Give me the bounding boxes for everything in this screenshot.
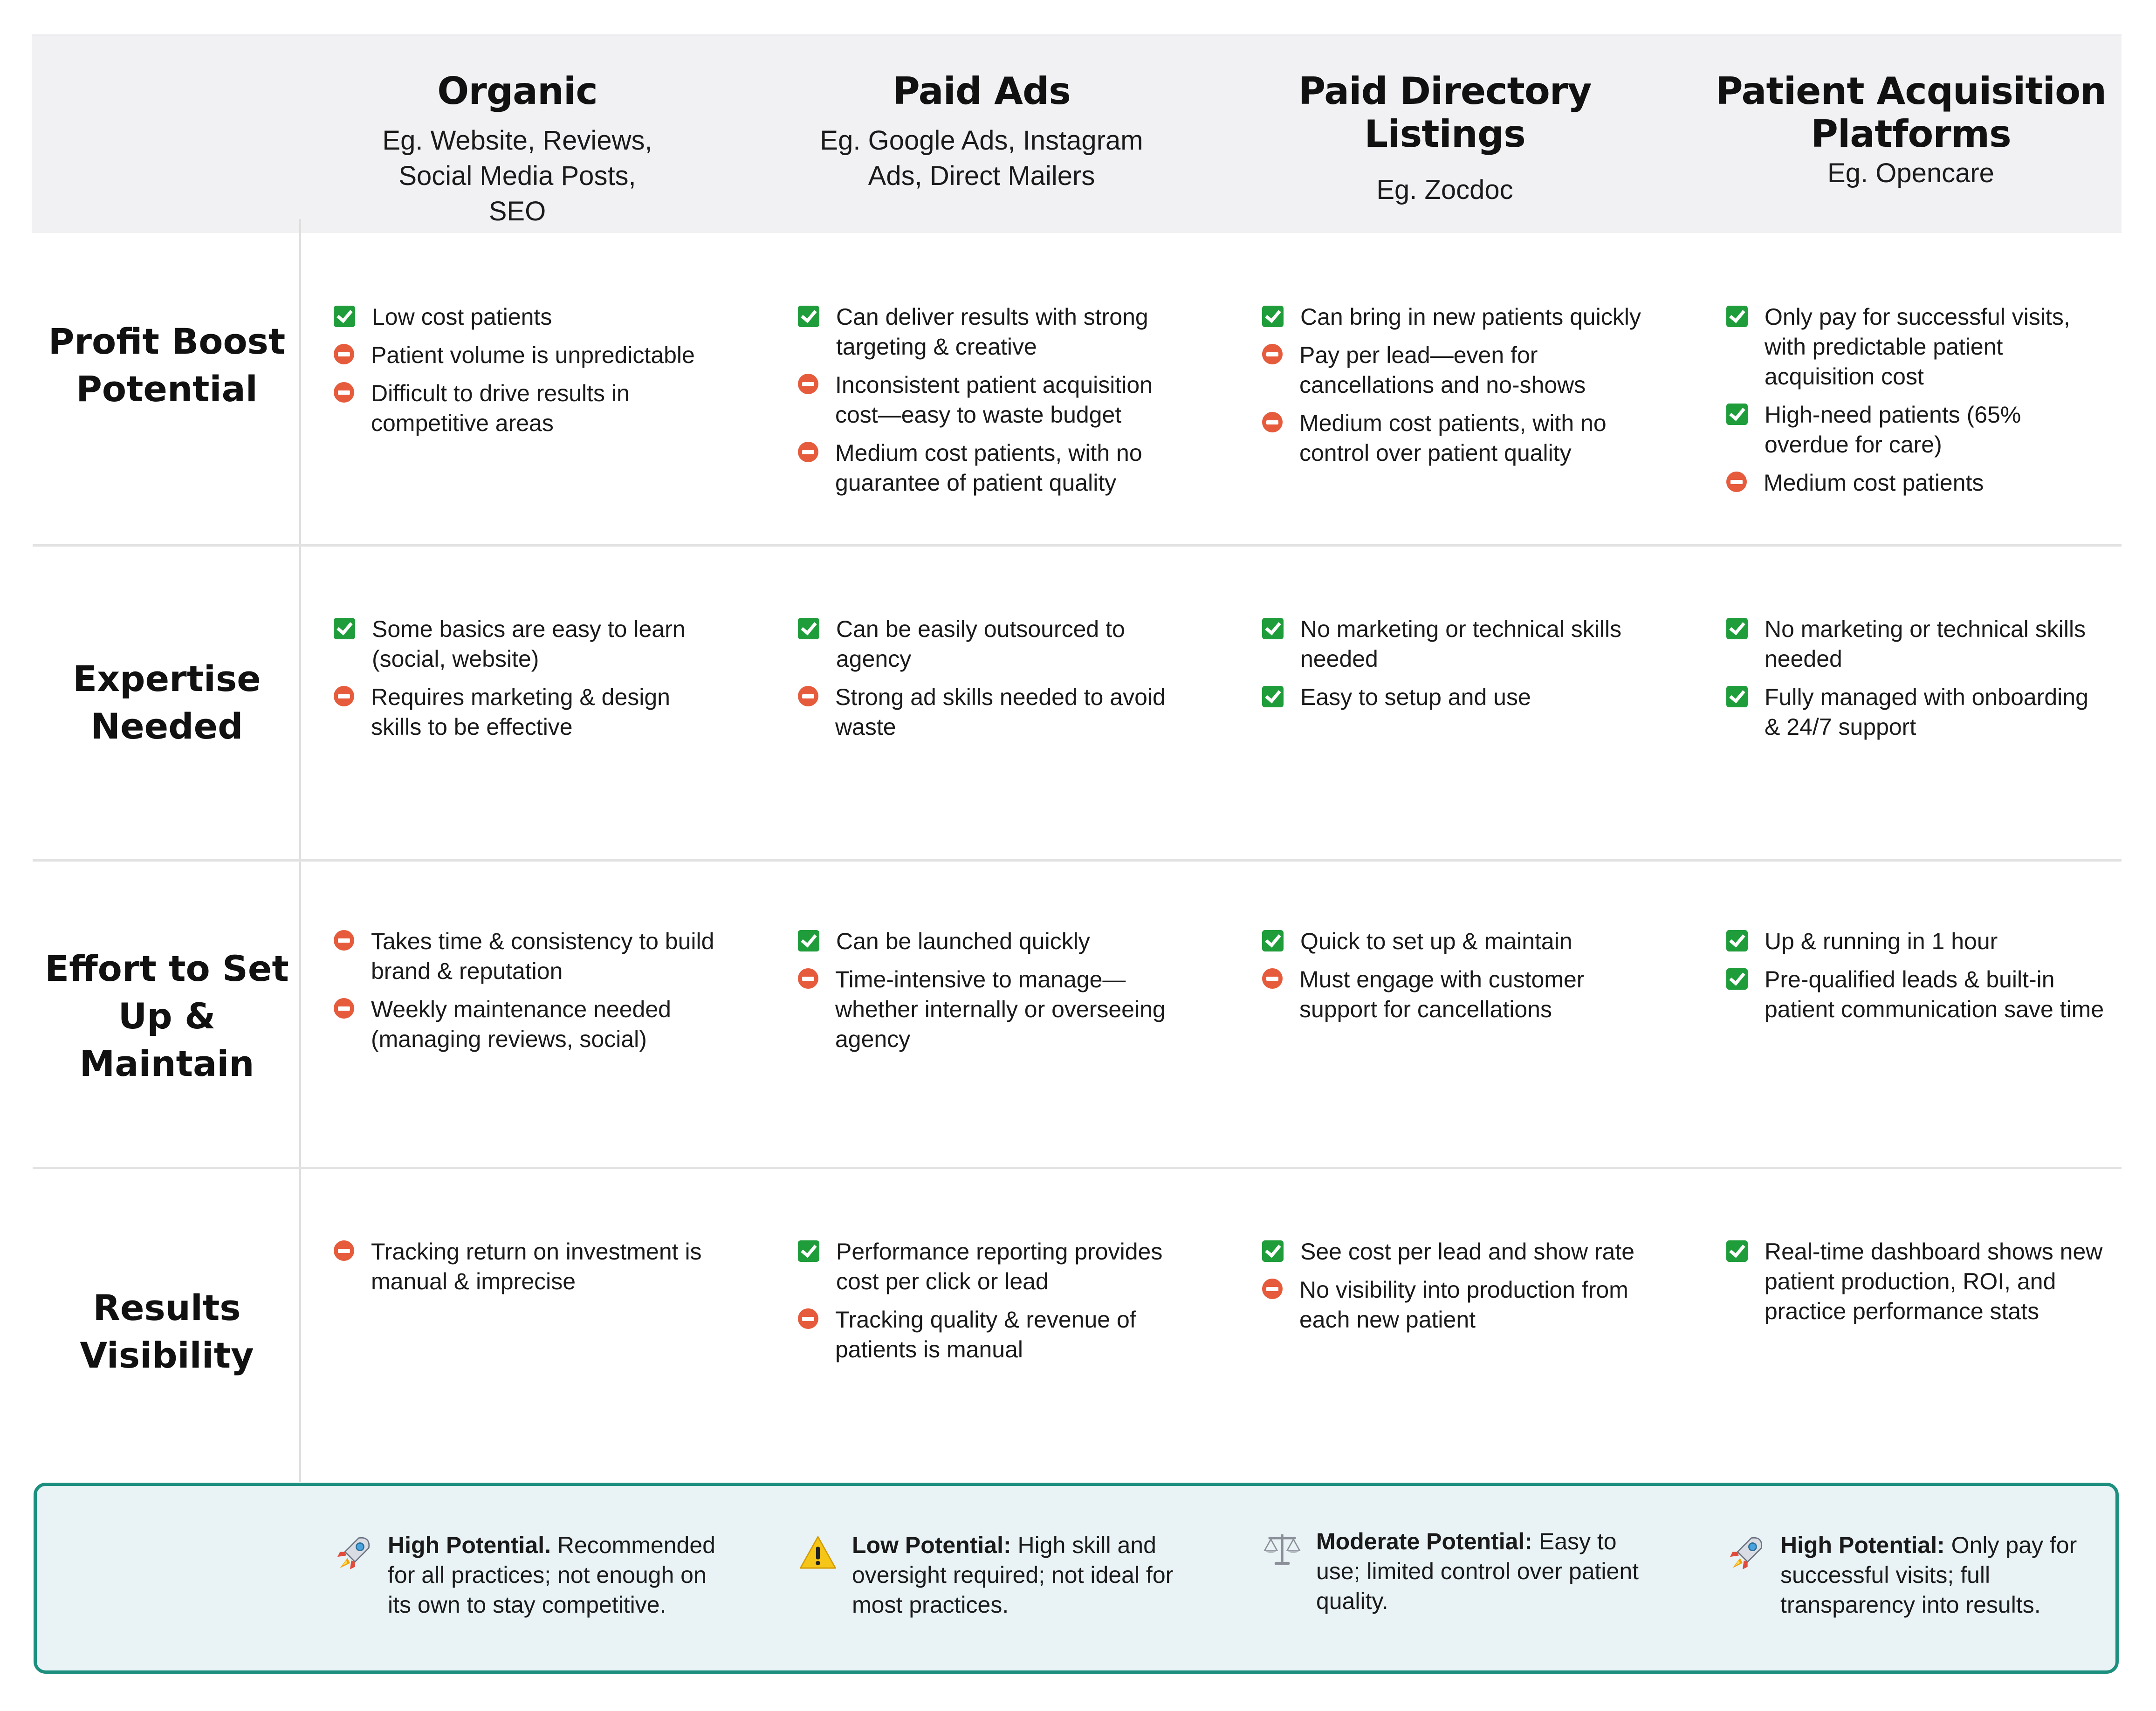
list-item-text: Medium cost patients xyxy=(1764,470,1984,496)
list-item-text: Pay per lead—even for cancellations and no-shows xyxy=(1299,342,1586,398)
column-subtitle: Eg. Website, Reviews, Social Media Posts, SEO xyxy=(382,125,652,226)
minus-icon xyxy=(798,686,818,706)
check-icon xyxy=(1262,306,1284,327)
check-icon xyxy=(1262,1240,1284,1262)
list-item xyxy=(1262,302,1644,332)
list-item xyxy=(1726,400,2108,459)
list-item xyxy=(334,994,716,1054)
verdict-description: Recommended for all practices; not enough on its own to stay competitive. xyxy=(388,1532,715,1618)
check-icon xyxy=(1262,686,1284,707)
minus-icon xyxy=(334,382,354,403)
list-item-text: Performance reporting provides cost per click or lead xyxy=(836,1239,1163,1294)
table-cell xyxy=(1726,302,2108,506)
row-label-results-visibility: Results Visibility xyxy=(80,1287,254,1376)
list-item xyxy=(1262,1237,1644,1266)
verdict-rating: High Potential: xyxy=(1780,1532,1945,1558)
list-item-text: High-need patients (65% overdue for care) xyxy=(1765,402,2021,458)
verdict-description: High skill and oversight required; not ideal for most practices. xyxy=(852,1532,1174,1618)
table-cell xyxy=(1726,926,2108,1033)
list-item-text: Real-time dashboard shows new patient production, ROI, and practice performance stats xyxy=(1765,1239,2103,1324)
column-title: Paid Directory Listings xyxy=(1298,69,1592,156)
list-item-text: Up & running in 1 hour xyxy=(1765,928,1998,954)
list-item xyxy=(334,926,716,986)
check-icon xyxy=(1726,930,1748,951)
check-icon xyxy=(1726,1240,1748,1262)
minus-icon xyxy=(334,930,354,951)
table-cell xyxy=(1726,1237,2108,1335)
row-label-profit-boost: Profit Boost Potential xyxy=(48,321,286,410)
column-header-paid-directory xyxy=(1221,70,1668,208)
verdict-rating: Moderate Potential: xyxy=(1316,1528,1532,1554)
row-label-effort: Effort to Set Up & Maintain xyxy=(45,948,289,1084)
verdict-cell xyxy=(1262,1526,1663,1616)
check-icon xyxy=(1726,968,1748,990)
list-item xyxy=(798,614,1180,674)
list-item xyxy=(1726,614,2108,674)
row-divider xyxy=(33,1167,2122,1169)
table-cell xyxy=(798,1237,1180,1373)
list-item xyxy=(1262,965,1644,1024)
list-item-text: Medium cost patients, with no control over patient quality xyxy=(1299,410,1607,466)
list-item-text: Can deliver results with strong targeting & creative xyxy=(836,304,1148,360)
column-title: Patient Acquisition Platforms xyxy=(1715,69,2107,156)
column-subtitle: Eg. Zocdoc xyxy=(1376,175,1513,205)
row-label-expertise: Expertise Needed xyxy=(73,658,261,747)
list-item-text: Difficult to drive results in competitive areas xyxy=(371,380,630,436)
table-cell xyxy=(1726,614,2108,750)
list-item xyxy=(798,438,1180,498)
minus-icon xyxy=(334,1240,354,1261)
list-item-text: Some basics are easy to learn (social, website) xyxy=(372,616,686,672)
list-item-text: Time-intensive to manage—whether internally or overseeing agency xyxy=(835,966,1166,1052)
list-item xyxy=(1262,682,1644,712)
list-item-text: No marketing or technical skills needed xyxy=(1765,616,2086,672)
verdict-cell xyxy=(798,1530,1199,1620)
list-item-text: Can be launched quickly xyxy=(836,928,1090,954)
table-cell xyxy=(1262,1237,1644,1343)
table-cell xyxy=(1262,614,1644,720)
scales-icon xyxy=(1262,1529,1302,1569)
column-header-paid-ads xyxy=(772,70,1191,194)
list-item xyxy=(798,370,1180,430)
minus-icon xyxy=(1262,344,1283,364)
minus-icon xyxy=(334,686,354,706)
list-item-text: Takes time & consistency to build brand & reputation xyxy=(371,928,714,984)
check-icon xyxy=(798,930,819,951)
table-cell xyxy=(334,614,716,750)
list-item-text: Only pay for successful visits, with predictable patient acquisition cost xyxy=(1765,304,2070,390)
row-divider xyxy=(33,544,2122,547)
column-title: Paid Ads xyxy=(893,69,1071,113)
list-item-text: Patient volume is unpredictable xyxy=(371,342,695,368)
verdict-text xyxy=(852,1530,1199,1620)
list-item xyxy=(334,340,716,370)
check-icon xyxy=(798,1240,819,1262)
check-icon xyxy=(1262,930,1284,951)
check-icon xyxy=(334,618,355,639)
list-item xyxy=(1262,1275,1644,1335)
check-icon xyxy=(798,306,819,327)
list-item xyxy=(798,965,1180,1054)
check-icon xyxy=(334,306,355,327)
check-icon xyxy=(1726,686,1748,707)
verdict-cell xyxy=(334,1530,735,1620)
list-item-text: Inconsistent patient acquisition cost—easy to waste budget xyxy=(835,372,1153,428)
verdict-description: Easy to use; limited control over patient quality. xyxy=(1316,1528,1639,1614)
column-title: Organic xyxy=(437,69,597,113)
rocket-icon xyxy=(334,1533,374,1573)
list-item-text: Pre-qualified leads & built-in patient communication save time xyxy=(1765,966,2104,1022)
minus-icon xyxy=(798,442,818,462)
verdict-cell xyxy=(1726,1530,2127,1620)
minus-icon xyxy=(1262,1279,1283,1299)
verdict-rating: High Potential. xyxy=(388,1532,551,1558)
list-item-text: Tracking return on investment is manual & imprecise xyxy=(371,1239,702,1294)
list-item-text: Fully managed with onboarding & 24/7 support xyxy=(1765,684,2088,740)
list-item xyxy=(1726,468,2108,498)
list-item-text: See cost per lead and show rate xyxy=(1300,1239,1635,1265)
list-item xyxy=(1726,965,2108,1024)
list-item xyxy=(334,378,716,438)
verdict-text xyxy=(1316,1526,1663,1616)
list-item xyxy=(334,614,716,674)
verdict-text xyxy=(388,1530,735,1620)
column-header-patient-acquisition xyxy=(1710,70,2111,191)
column-subtitle: Eg. Google Ads, Instagram Ads, Direct Mailers xyxy=(820,125,1143,191)
list-item xyxy=(798,926,1180,956)
table-cell xyxy=(334,1237,716,1305)
list-item xyxy=(1726,682,2108,742)
rocket-icon xyxy=(1726,1533,1766,1573)
minus-icon xyxy=(798,374,818,394)
list-item xyxy=(1262,614,1644,674)
table-cell xyxy=(1262,302,1644,476)
list-item-text: Can bring in new patients quickly xyxy=(1300,304,1641,330)
list-item xyxy=(798,302,1180,362)
list-item-text: Can be easily outsourced to agency xyxy=(836,616,1125,672)
list-item xyxy=(1262,340,1644,400)
table-cell xyxy=(798,302,1180,506)
list-item xyxy=(798,682,1180,742)
table-cell xyxy=(798,926,1180,1062)
check-icon xyxy=(798,618,819,639)
list-item xyxy=(1726,926,2108,956)
column-header-organic xyxy=(308,70,727,229)
minus-icon xyxy=(334,998,354,1019)
minus-icon xyxy=(1726,472,1747,492)
table-cell xyxy=(1262,926,1644,1033)
list-item xyxy=(334,302,716,332)
list-item xyxy=(334,1237,716,1296)
list-item xyxy=(1726,302,2108,391)
list-item xyxy=(1726,1237,2108,1326)
list-item-text: Requires marketing & design skills to be effective xyxy=(371,684,670,740)
list-item-text: Must engage with customer support for cancellations xyxy=(1299,966,1585,1022)
list-item-text: Low cost patients xyxy=(372,304,552,330)
minus-icon xyxy=(798,968,818,989)
list-item-text: Easy to setup and use xyxy=(1300,684,1531,710)
minus-icon xyxy=(334,344,354,364)
list-item-text: No marketing or technical skills needed xyxy=(1300,616,1622,672)
verdict-text xyxy=(1780,1530,2127,1620)
check-icon xyxy=(1726,306,1748,327)
minus-icon xyxy=(1262,968,1283,989)
check-icon xyxy=(1726,618,1748,639)
list-item-text: Tracking quality & revenue of patients is manual xyxy=(835,1307,1136,1362)
row-divider xyxy=(33,859,2122,862)
minus-icon xyxy=(1262,412,1283,432)
list-item xyxy=(798,1305,1180,1364)
check-icon xyxy=(1726,404,1748,425)
list-item xyxy=(1262,926,1644,956)
table-cell xyxy=(334,302,716,446)
list-item-text: Weekly maintenance needed (managing reviews, social) xyxy=(371,996,671,1052)
list-item-text: No visibility into production from each new patient xyxy=(1299,1277,1628,1333)
table-cell xyxy=(334,926,716,1062)
table-cell xyxy=(798,614,1180,750)
list-item-text: Quick to set up & maintain xyxy=(1300,928,1572,954)
list-item xyxy=(1262,408,1644,468)
column-subtitle: Eg. Opencare xyxy=(1827,158,1994,188)
verdict-description: Only pay for successful visits; full transparency into results. xyxy=(1780,1532,2077,1618)
check-icon xyxy=(1262,618,1284,639)
minus-icon xyxy=(798,1308,818,1329)
verdict-rating: Low Potential: xyxy=(852,1532,1011,1558)
list-item xyxy=(798,1237,1180,1296)
list-item-text: Strong ad skills needed to avoid waste xyxy=(835,684,1166,740)
list-item-text: Medium cost patients, with no guarantee of patient quality xyxy=(835,440,1142,496)
list-item xyxy=(334,682,716,742)
warning-icon xyxy=(798,1533,838,1573)
